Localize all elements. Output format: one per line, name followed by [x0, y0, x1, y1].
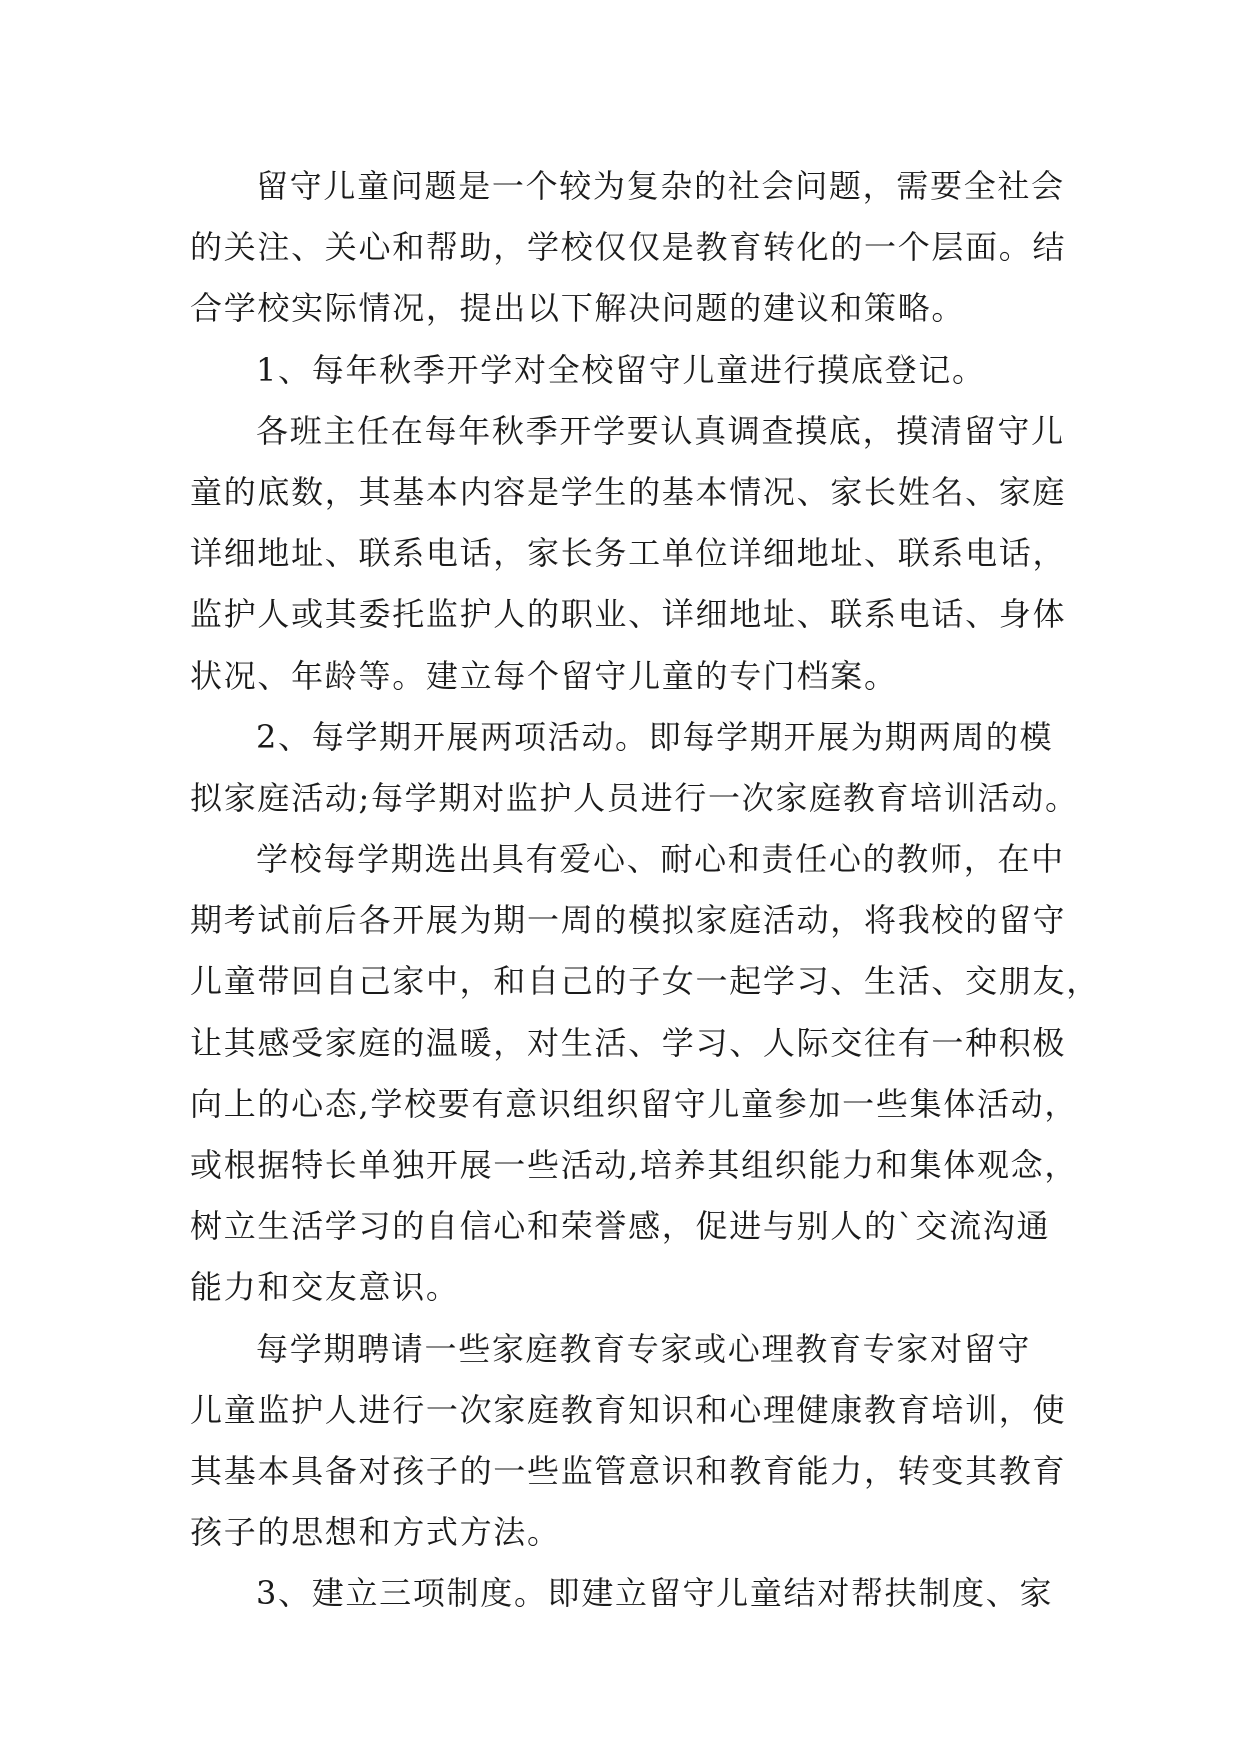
text-line: 2、每学期开展两项活动。即每学期开展为期两周的模 — [256, 717, 1054, 756]
text-line: 详细地址、联系电话，家长务工单位详细地址、联系电话， — [190, 534, 1067, 573]
text-line: 儿童监护人进行一次家庭教育知识和心理健康教育培训，使 — [190, 1390, 1067, 1429]
text-line: 或根据特长单独开展一些活动,培养其组织能力和集体观念， — [190, 1146, 1079, 1184]
text-line: 学校每学期选出具有爱心、耐心和责任心的教师，在中 — [256, 840, 1065, 879]
text-line: 各班主任在每年秋季开学要认真调查摸底，摸清留守儿 — [256, 411, 1065, 450]
text-line: 让其感受家庭的温暖，对生活、学习、人际交往有一种积极 — [190, 1023, 1067, 1062]
text-line: 向上的心态,学校要有意识组织留守儿童参加一些集体活动， — [190, 1084, 1079, 1123]
text-line: 树立生活学习的自信心和荣誉感，促进与别人的`交流沟通 — [190, 1207, 1051, 1246]
text-line: 每学期聘请一些家庭教育专家或心理教育专家对留守 — [256, 1329, 1032, 1368]
text-line: 儿童带回自己家中，和自己的子女一起学习、生活、交朋友， — [190, 962, 1100, 1001]
text-line: 留守儿童问题是一个较为复杂的社会问题，需要全社会 — [256, 167, 1065, 205]
text-line: 3、建立三项制度。即建立留守儿童结对帮扶制度、家 — [256, 1574, 1054, 1613]
text-line: 期考试前后各开展为期一周的模拟家庭活动，将我校的留守 — [190, 901, 1067, 940]
text-line: 孩子的思想和方式方法。 — [190, 1513, 561, 1552]
text-line: 能力和交友意识。 — [190, 1268, 460, 1307]
text-line: 监护人或其委托监护人的职业、详细地址、联系电话、身体 — [190, 595, 1067, 634]
text-line: 的关注、关心和帮助，学校仅仅是教育转化的一个层面。结 — [190, 228, 1067, 267]
text-line: 状况、年龄等。建立每个留守儿童的专门档案。 — [190, 656, 898, 695]
text-line: 童的底数，其基本内容是学生的基本情况、家长姓名、家庭 — [190, 472, 1067, 511]
text-line: 拟家庭活动;每学期对监护人员进行一次家庭教育培训活动。 — [190, 778, 1079, 817]
text-line: 其基本具备对孩子的一些监管意识和教育能力，转变其教育 — [190, 1451, 1067, 1490]
document-body — [190, 156, 1100, 1625]
text-line: 1、每年秋季开学对全校留守儿童进行摸底登记。 — [256, 350, 986, 389]
text-line: 合学校实际情况，提出以下解决问题的建议和策略。 — [190, 289, 966, 328]
